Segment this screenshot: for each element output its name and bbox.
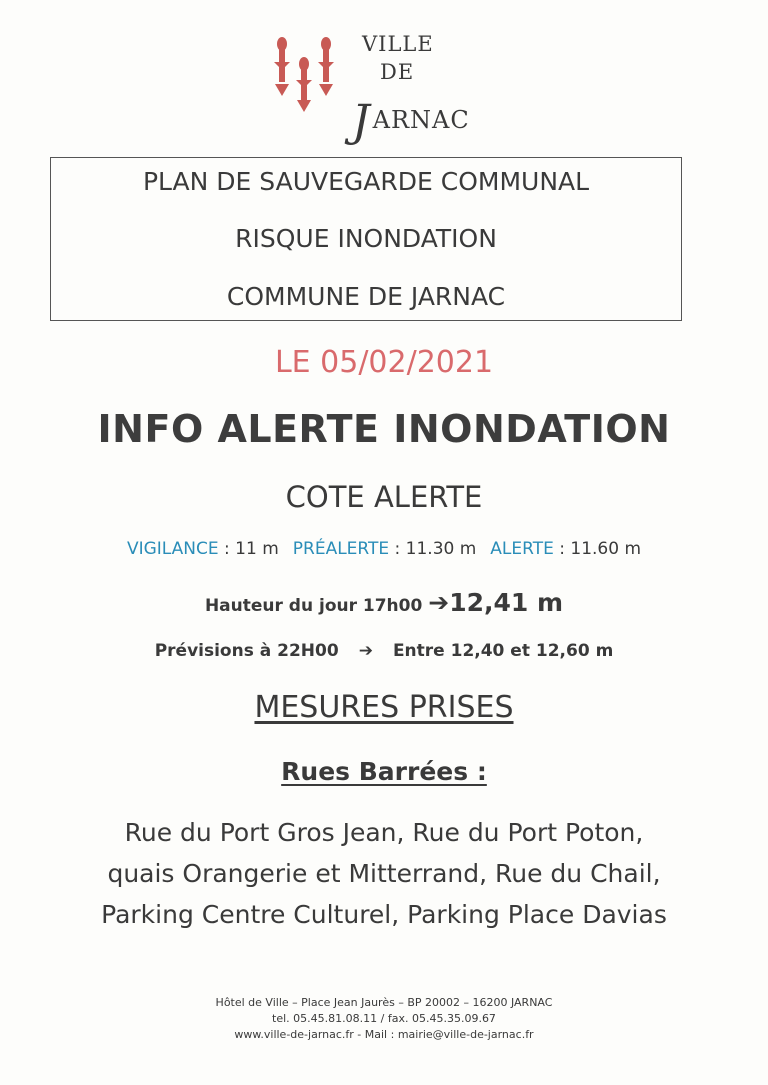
footer-address: Hôtel de Ville – Place Jean Jaurès – BP 20002 – 16200 JARNAC xyxy=(215,996,553,1009)
current-height xyxy=(0,588,768,617)
mail-separator: - Mail : xyxy=(353,1028,398,1041)
logo-text-rest: ARNAC xyxy=(372,106,470,134)
prealerte-label: PRÉALERTE xyxy=(292,539,390,559)
footer-contact xyxy=(0,1028,768,1041)
hauteur-label: Hauteur du jour 17h00 xyxy=(204,596,429,616)
street-line: Parking Centre Culturel, Parking Place Davias xyxy=(101,900,667,929)
vigilance-value: : 11 m xyxy=(218,539,279,559)
jarnac-logo xyxy=(270,32,470,147)
logo-text-de: DE xyxy=(380,60,415,84)
alert-levels xyxy=(0,539,768,559)
footer-phone: tel. 05.45.81.08.11 / fax. 05.45.35.09.67 xyxy=(272,1012,496,1025)
main-title: INFO ALERTE INONDATION xyxy=(97,407,671,451)
street-line: quais Orangerie et Mitterrand, Rue du Chail, xyxy=(107,859,661,888)
risk-title: RISQUE INONDATION xyxy=(235,224,497,253)
commune-title: COMMUNE DE JARNAC xyxy=(226,282,506,311)
three-fish-emblem-icon xyxy=(270,34,342,112)
vigilance-label: VIGILANCE xyxy=(126,539,219,559)
hauteur-value: 12,41 m xyxy=(449,588,564,617)
alerte-label: ALERTE xyxy=(490,539,554,559)
website-link[interactable]: www.ville-de-jarnac.fr xyxy=(234,1028,354,1041)
alerte-value: : 11.60 m xyxy=(553,539,642,559)
logo-text-ville: VILLE xyxy=(362,32,434,56)
plan-header-box xyxy=(50,157,682,321)
arrow-right-icon: ➔ xyxy=(428,588,450,617)
rues-barrees-title: Rues Barrées : xyxy=(281,757,487,786)
prealerte-value: : 11.30 m xyxy=(389,539,477,559)
previsions-value: Entre 12,40 et 12,60 m xyxy=(392,641,614,661)
alert-date: LE 05/02/2021 xyxy=(274,345,494,380)
forecast xyxy=(0,641,768,661)
mesures-title: MESURES PRISES xyxy=(254,690,514,725)
logo-text-jarnac xyxy=(352,88,470,147)
logo-initial: J xyxy=(352,96,371,147)
email-link[interactable]: mairie@ville-de-jarnac.fr xyxy=(397,1028,534,1041)
previsions-label: Prévisions à 22H00 xyxy=(154,641,339,661)
plan-title: PLAN DE SAUVEGARDE COMMUNAL xyxy=(142,167,590,196)
street-line: Rue du Port Gros Jean, Rue du Port Poton, xyxy=(124,818,644,847)
arrow-right-icon: ➔ xyxy=(358,641,373,661)
cote-alerte-title: COTE ALERTE xyxy=(285,480,483,514)
